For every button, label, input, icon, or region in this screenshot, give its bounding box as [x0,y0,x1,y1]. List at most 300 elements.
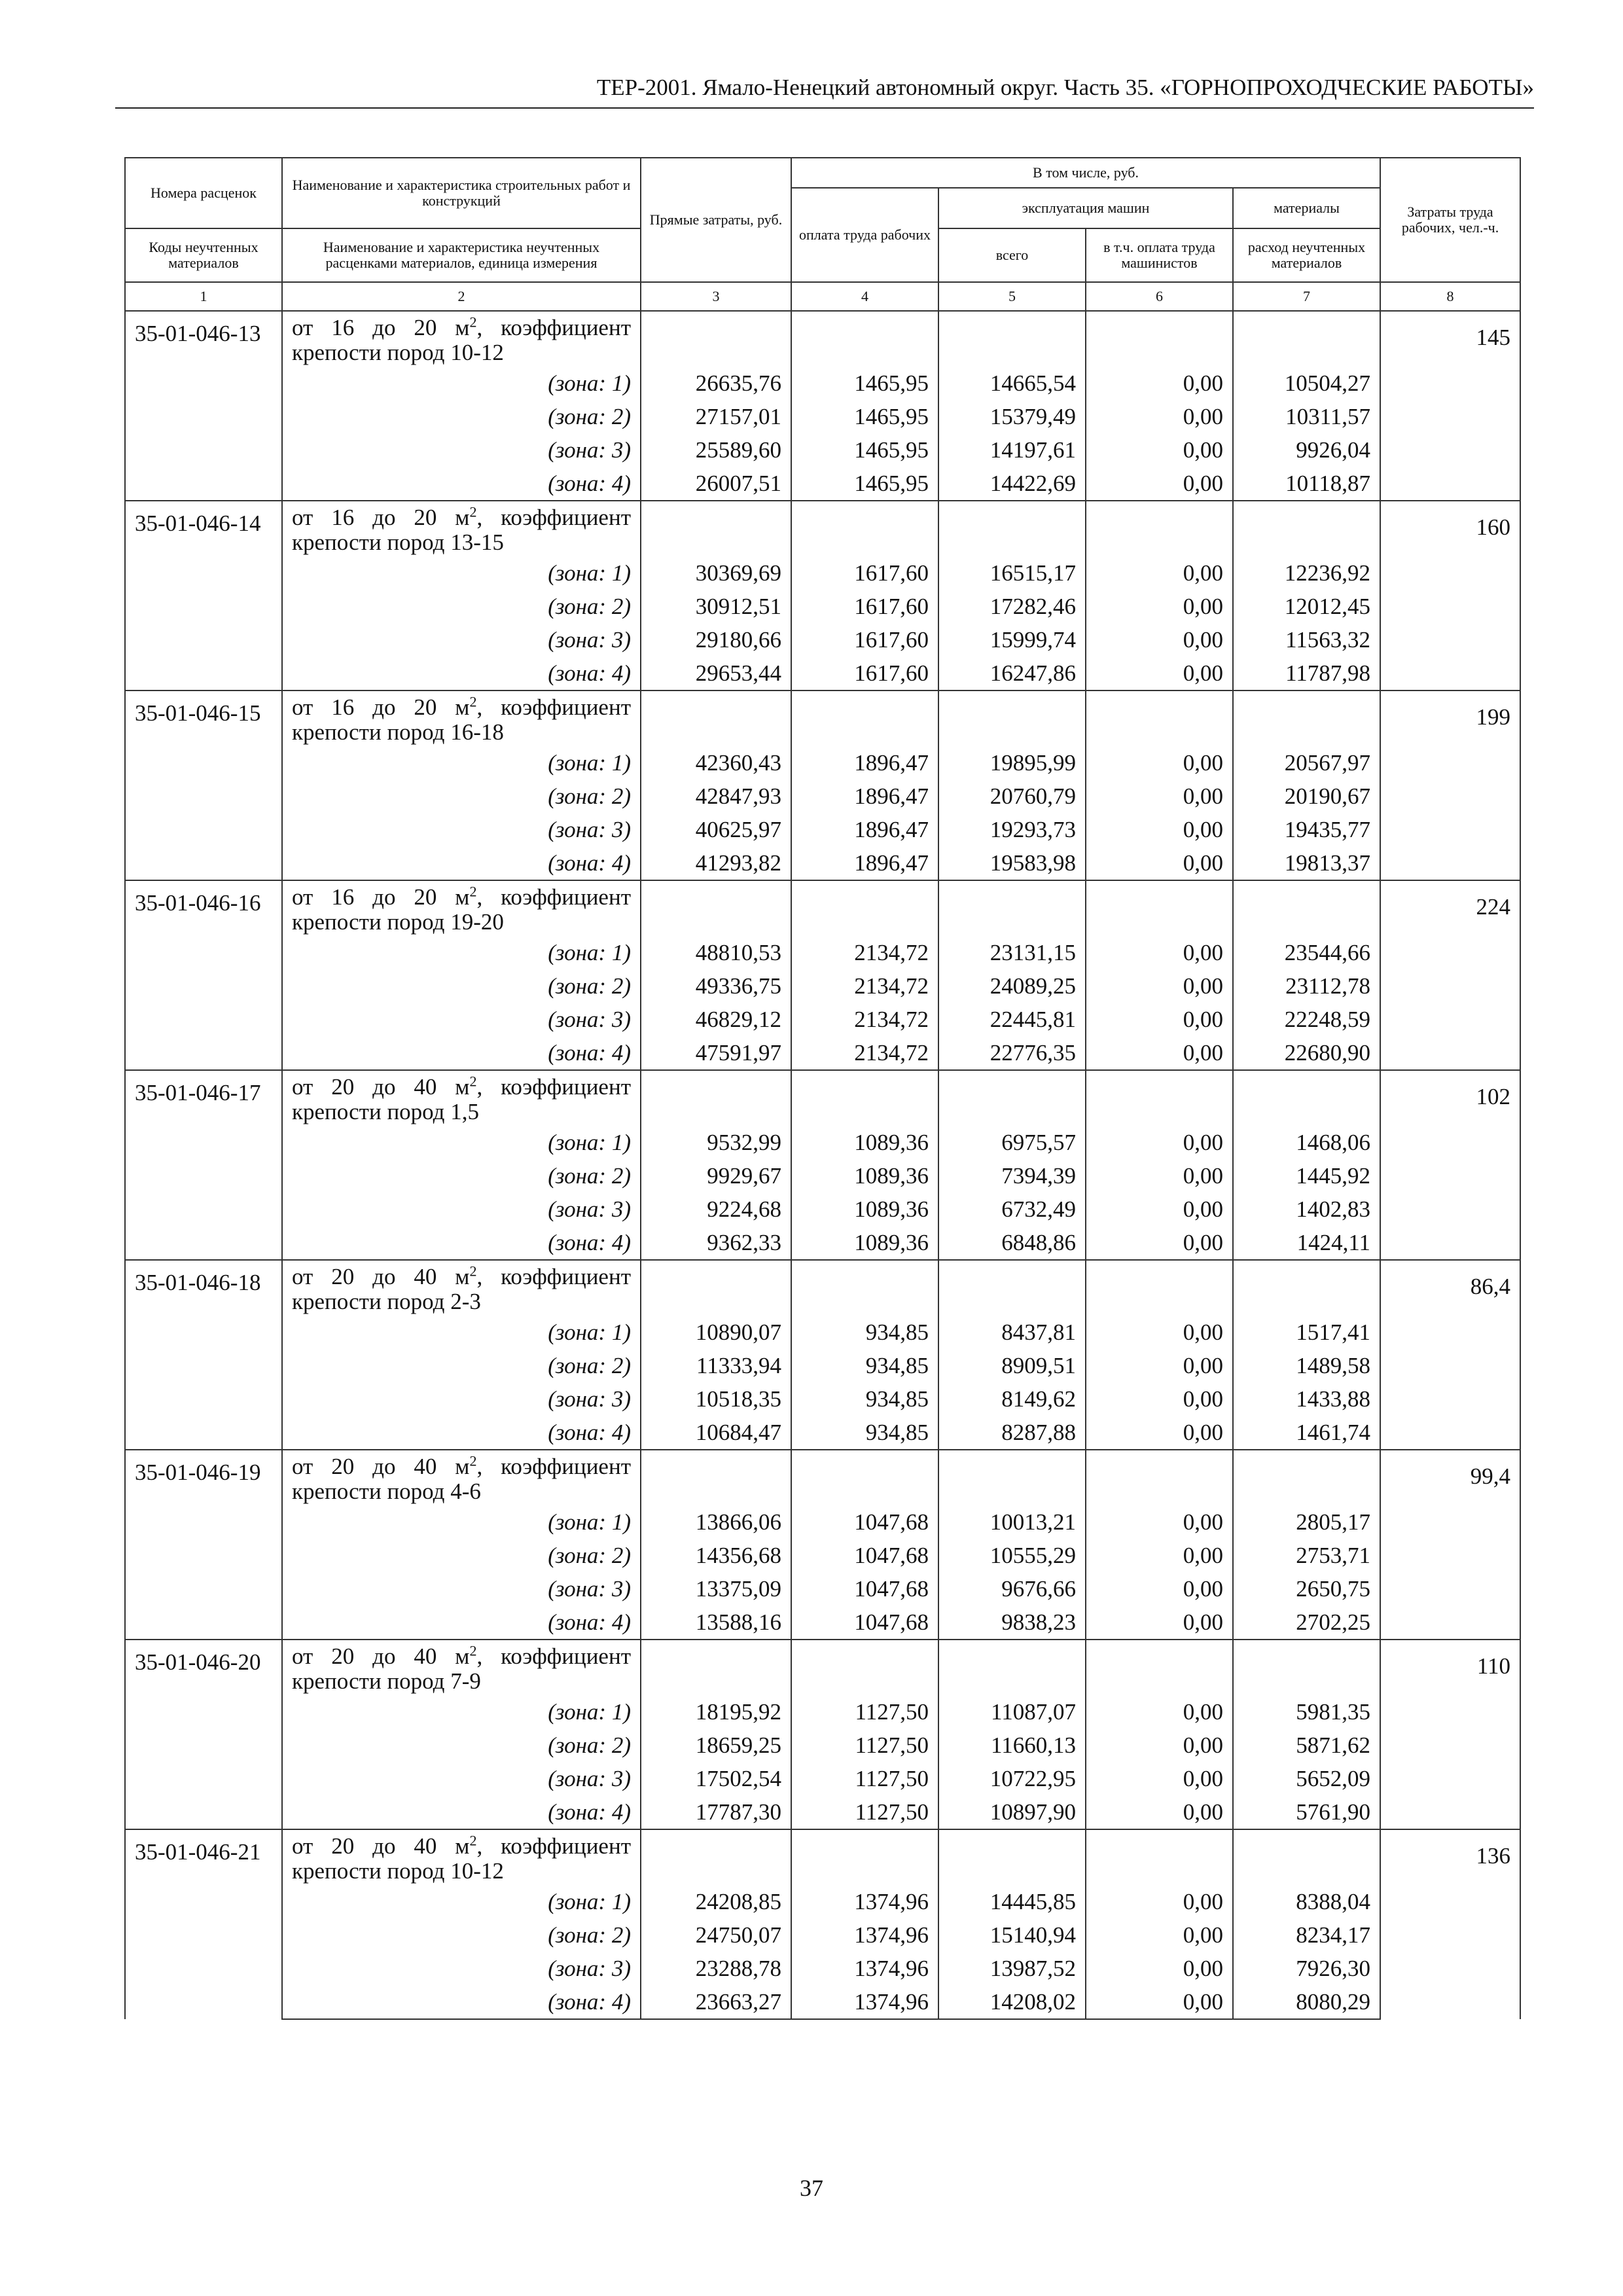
zone-label: (зона: 4) [282,467,641,501]
direct-cost: 26635,76 [641,367,791,400]
direct-cost: 17787,30 [641,1795,791,1829]
machinist-wages: 0,00 [1086,1159,1233,1193]
table-body [125,311,1520,2019]
zone-label: (зона: 1) [282,1885,641,1918]
worker-wages: 2134,72 [791,1036,938,1070]
direct-cost: 9224,68 [641,1193,791,1226]
superscript: 2 [469,883,477,900]
worker-wages: 1896,47 [791,746,938,780]
empty-cell [1233,501,1380,556]
worker-wages: 1374,96 [791,1885,938,1918]
description-text: от 16 до 20 м [292,694,470,720]
worker-wages: 1047,68 [791,1539,938,1572]
materials-cost: 19435,77 [1233,813,1380,846]
description-line-1 [292,1075,631,1100]
zone-label: (зона: 2) [282,1729,641,1762]
materials-cost: 2702,25 [1233,1605,1380,1640]
direct-cost: 30912,51 [641,590,791,623]
worker-wages: 1896,47 [791,813,938,846]
machine-cost: 11660,13 [938,1729,1086,1762]
zone-row [125,656,1520,691]
machinist-wages: 0,00 [1086,400,1233,433]
superscript: 2 [469,1642,477,1659]
machinist-wages: 0,00 [1086,1605,1233,1640]
description-text: , коэффициент [476,694,631,720]
machine-cost: 13987,52 [938,1952,1086,1985]
price-code: 35-01-046-16 [125,880,282,1070]
empty-cell [1233,880,1380,936]
machine-cost: 10897,90 [938,1795,1086,1829]
description-line-2: крепости пород 7-9 [292,1668,481,1694]
col-num: 1 [125,282,282,311]
materials-cost: 23544,66 [1233,936,1380,969]
zone-row [125,1316,1520,1349]
labor-cost: 86,4 [1380,1260,1520,1450]
work-description [282,501,641,556]
zone-label: (зона: 1) [282,1695,641,1729]
machinist-wages: 0,00 [1086,1795,1233,1829]
zone-label: (зона: 1) [282,367,641,400]
empty-cell [791,1829,938,1885]
work-description [282,1450,641,1505]
machinist-wages: 0,00 [1086,623,1233,656]
column-number-row [125,282,1520,311]
description-text: , коэффициент [476,1833,631,1859]
price-entry-row [125,1829,1520,1885]
zone-label: (зона: 4) [282,1605,641,1640]
page-number: 37 [800,2175,823,2201]
col-wages: оплата труда рабочих [791,188,938,282]
price-code: 35-01-046-13 [125,311,282,501]
direct-cost: 18659,25 [641,1729,791,1762]
machinist-wages: 0,00 [1086,1003,1233,1036]
direct-cost: 17502,54 [641,1762,791,1795]
zone-row [125,1605,1520,1640]
direct-cost: 25589,60 [641,433,791,467]
machine-cost: 6975,57 [938,1126,1086,1159]
worker-wages: 1089,36 [791,1193,938,1226]
empty-cell [938,691,1086,746]
zone-row [125,400,1520,433]
price-code: 35-01-046-18 [125,1260,282,1450]
price-entry-row [125,311,1520,367]
materials-cost: 23112,78 [1233,969,1380,1003]
machinist-wages: 0,00 [1086,746,1233,780]
machine-cost: 19583,98 [938,846,1086,880]
table-head [125,158,1520,311]
zone-label: (зона: 1) [282,1316,641,1349]
zone-row [125,1539,1520,1572]
materials-cost: 20567,97 [1233,746,1380,780]
description-text: от 16 до 20 м [292,884,470,910]
empty-cell [791,1640,938,1695]
worker-wages: 1896,47 [791,780,938,813]
machinist-wages: 0,00 [1086,1539,1233,1572]
materials-cost: 2650,75 [1233,1572,1380,1605]
description-line-2: крепости пород 19-20 [292,909,504,935]
direct-cost: 23663,27 [641,1985,791,2019]
empty-cell [938,1640,1086,1695]
direct-cost: 11333,94 [641,1349,791,1382]
worker-wages: 1047,68 [791,1572,938,1605]
machinist-wages: 0,00 [1086,1226,1233,1260]
zone-row [125,746,1520,780]
direct-cost: 13375,09 [641,1572,791,1605]
machine-cost: 8287,88 [938,1416,1086,1450]
col-machines: эксплуатация машин [938,188,1233,228]
materials-cost: 10311,57 [1233,400,1380,433]
machinist-wages: 0,00 [1086,433,1233,467]
zone-label: (зона: 1) [282,1505,641,1539]
direct-cost: 42847,93 [641,780,791,813]
zone-row [125,1193,1520,1226]
zone-row [125,1349,1520,1382]
empty-cell [641,311,791,367]
col-num: 5 [938,282,1086,311]
machinist-wages: 0,00 [1086,813,1233,846]
empty-cell [641,1450,791,1505]
machinist-wages: 0,00 [1086,367,1233,400]
machine-cost: 14197,61 [938,433,1086,467]
materials-cost: 5652,09 [1233,1762,1380,1795]
machine-cost: 19293,73 [938,813,1086,846]
direct-cost: 10518,35 [641,1382,791,1416]
description-line-2: крепости пород 4-6 [292,1479,481,1504]
zone-label: (зона: 1) [282,936,641,969]
direct-cost: 14356,68 [641,1539,791,1572]
description-line-2: крепости пород 16-18 [292,719,504,745]
col-direct: Прямые затраты, руб. [641,158,791,282]
direct-cost: 9929,67 [641,1159,791,1193]
work-description [282,311,641,367]
empty-cell [1086,1640,1233,1695]
worker-wages: 934,85 [791,1416,938,1450]
machine-cost: 14208,02 [938,1985,1086,2019]
description-line-2: крепости пород 10-12 [292,1858,504,1884]
materials-cost: 8080,29 [1233,1985,1380,2019]
labor-cost: 102 [1380,1070,1520,1260]
empty-cell [1086,1260,1233,1316]
zone-row [125,1918,1520,1952]
machine-cost: 9676,66 [938,1572,1086,1605]
machinist-wages: 0,00 [1086,1505,1233,1539]
empty-cell [791,1260,938,1316]
labor-cost: 99,4 [1380,1450,1520,1640]
machinist-wages: 0,00 [1086,590,1233,623]
direct-cost: 24750,07 [641,1918,791,1952]
price-entry-row [125,691,1520,746]
machinist-wages: 0,00 [1086,1036,1233,1070]
zone-row [125,1885,1520,1918]
worker-wages: 1127,50 [791,1795,938,1829]
zone-label: (зона: 3) [282,1382,641,1416]
zone-row [125,1416,1520,1450]
worker-wages: 1089,36 [791,1126,938,1159]
empty-cell [1086,691,1233,746]
machinist-wages: 0,00 [1086,846,1233,880]
description-line-1 [292,315,631,340]
machine-cost: 14445,85 [938,1885,1086,1918]
materials-cost: 1489,58 [1233,1349,1380,1382]
zone-label: (зона: 1) [282,746,641,780]
description-line-1 [292,1454,631,1479]
col-num: 3 [641,282,791,311]
materials-cost: 8388,04 [1233,1885,1380,1918]
description-text: , коэффициент [476,505,631,530]
machinist-wages: 0,00 [1086,467,1233,501]
zone-label: (зона: 4) [282,1795,641,1829]
materials-cost: 1517,41 [1233,1316,1380,1349]
empty-cell [1233,311,1380,367]
zone-row [125,623,1520,656]
description-line-1 [292,505,631,530]
zone-row [125,1159,1520,1193]
description-text: , коэффициент [476,884,631,910]
direct-cost: 9532,99 [641,1126,791,1159]
materials-cost: 1468,06 [1233,1126,1380,1159]
machine-cost: 9838,23 [938,1605,1086,1640]
direct-cost: 10684,47 [641,1416,791,1450]
machine-cost: 6732,49 [938,1193,1086,1226]
machine-cost: 17282,46 [938,590,1086,623]
empty-cell [641,1829,791,1885]
empty-cell [938,1070,1086,1126]
worker-wages: 1374,96 [791,1952,938,1985]
zone-row [125,936,1520,969]
direct-cost: 13588,16 [641,1605,791,1640]
worker-wages: 2134,72 [791,969,938,1003]
empty-cell [1086,1070,1233,1126]
machinist-wages: 0,00 [1086,1193,1233,1226]
empty-cell [1233,1640,1380,1695]
worker-wages: 1896,47 [791,846,938,880]
worker-wages: 2134,72 [791,1003,938,1036]
description-text: от 20 до 40 м [292,1454,470,1479]
empty-cell [641,691,791,746]
machine-cost: 8437,81 [938,1316,1086,1349]
direct-cost: 40625,97 [641,813,791,846]
description-line-1 [292,1834,631,1859]
direct-cost: 23288,78 [641,1952,791,1985]
worker-wages: 1089,36 [791,1226,938,1260]
materials-cost: 22248,59 [1233,1003,1380,1036]
direct-cost: 49336,75 [641,969,791,1003]
materials-cost: 11563,32 [1233,623,1380,656]
col-num: 6 [1086,282,1233,311]
col-code-bottom: Коды неучтенных материалов [125,228,282,282]
description-text: от 20 до 40 м [292,1643,470,1669]
machine-cost: 19895,99 [938,746,1086,780]
machine-cost: 15379,49 [938,400,1086,433]
machine-cost: 16247,86 [938,656,1086,691]
zone-label: (зона: 2) [282,590,641,623]
labor-cost: 145 [1380,311,1520,501]
zone-row [125,1505,1520,1539]
worker-wages: 1127,50 [791,1762,938,1795]
materials-cost: 7926,30 [1233,1952,1380,1985]
price-table [124,157,1521,2020]
superscript: 2 [469,693,477,710]
worker-wages: 1047,68 [791,1605,938,1640]
empty-cell [1086,1829,1233,1885]
col-num: 4 [791,282,938,311]
zone-label: (зона: 2) [282,969,641,1003]
materials-cost: 1424,11 [1233,1226,1380,1260]
machine-cost: 20760,79 [938,780,1086,813]
empty-cell [1086,311,1233,367]
zone-label: (зона: 1) [282,1126,641,1159]
machinist-wages: 0,00 [1086,1762,1233,1795]
price-code: 35-01-046-21 [125,1829,282,2019]
price-entry-row [125,1260,1520,1316]
empty-cell [791,691,938,746]
description-line-2: крепости пород 10-12 [292,340,504,365]
zone-row [125,1382,1520,1416]
description-line-1 [292,1644,631,1669]
worker-wages: 1374,96 [791,1985,938,2019]
machinist-wages: 0,00 [1086,1885,1233,1918]
worker-wages: 1617,60 [791,623,938,656]
worker-wages: 1465,95 [791,400,938,433]
worker-wages: 1617,60 [791,590,938,623]
superscript: 2 [469,1452,477,1469]
zone-label: (зона: 2) [282,1918,641,1952]
col-incl: В том числе, руб. [791,158,1380,188]
superscript: 2 [469,503,477,520]
zone-label: (зона: 3) [282,1762,641,1795]
machine-cost: 16515,17 [938,556,1086,590]
machinist-wages: 0,00 [1086,556,1233,590]
work-description [282,1829,641,1885]
empty-cell [938,501,1086,556]
labor-cost: 136 [1380,1829,1520,2019]
direct-cost: 29653,44 [641,656,791,691]
machine-cost: 14422,69 [938,467,1086,501]
col-mach-wages: в т.ч. оплата труда машинистов [1086,228,1233,282]
machine-cost: 10013,21 [938,1505,1086,1539]
materials-cost: 1402,83 [1233,1193,1380,1226]
machine-cost: 14665,54 [938,367,1086,400]
price-entry-row [125,1450,1520,1505]
description-line-1 [292,695,631,720]
worker-wages: 934,85 [791,1382,938,1416]
price-code: 35-01-046-15 [125,691,282,880]
zone-label: (зона: 3) [282,1572,641,1605]
superscript: 2 [469,314,477,331]
machinist-wages: 0,00 [1086,1126,1233,1159]
zone-label: (зона: 2) [282,400,641,433]
direct-cost: 29180,66 [641,623,791,656]
empty-cell [1233,1260,1380,1316]
machine-cost: 8149,62 [938,1382,1086,1416]
zone-label: (зона: 4) [282,656,641,691]
materials-cost: 9926,04 [1233,433,1380,467]
zone-label: (зона: 2) [282,1539,641,1572]
zone-row [125,969,1520,1003]
materials-cost: 5761,90 [1233,1795,1380,1829]
description-text: , коэффициент [476,315,631,340]
worker-wages: 1465,95 [791,433,938,467]
worker-wages: 1127,50 [791,1729,938,1762]
description-text: , коэффициент [476,1643,631,1669]
description-text: от 20 до 40 м [292,1074,470,1100]
price-entry-row [125,1640,1520,1695]
machinist-wages: 0,00 [1086,1382,1233,1416]
empty-cell [791,501,938,556]
col-name-top: Наименование и характеристика строительных работ и конструкций [282,158,641,228]
zone-label: (зона: 4) [282,1985,641,2019]
machine-cost: 11087,07 [938,1695,1086,1729]
labor-cost: 224 [1380,880,1520,1070]
machine-cost: 15999,74 [938,623,1086,656]
direct-cost: 42360,43 [641,746,791,780]
zone-row [125,1226,1520,1260]
price-entry-row [125,1070,1520,1126]
zone-label: (зона: 3) [282,1193,641,1226]
worker-wages: 1617,60 [791,556,938,590]
materials-cost: 20190,67 [1233,780,1380,813]
price-code: 35-01-046-19 [125,1450,282,1640]
materials-cost: 1461,74 [1233,1416,1380,1450]
zone-row [125,1695,1520,1729]
direct-cost: 26007,51 [641,467,791,501]
zone-label: (зона: 2) [282,1349,641,1382]
direct-cost: 24208,85 [641,1885,791,1918]
empty-cell [938,1829,1086,1885]
direct-cost: 46829,12 [641,1003,791,1036]
description-text: от 16 до 20 м [292,505,470,530]
zone-row [125,813,1520,846]
direct-cost: 9362,33 [641,1226,791,1260]
direct-cost: 18195,92 [641,1695,791,1729]
col-num: 7 [1233,282,1380,311]
empty-cell [938,880,1086,936]
machine-cost: 23131,15 [938,936,1086,969]
zone-label: (зона: 3) [282,813,641,846]
empty-cell [938,1450,1086,1505]
worker-wages: 1089,36 [791,1159,938,1193]
machinist-wages: 0,00 [1086,1952,1233,1985]
empty-cell [641,501,791,556]
zone-row [125,1762,1520,1795]
machinist-wages: 0,00 [1086,1572,1233,1605]
zone-label: (зона: 2) [282,1159,641,1193]
machine-cost: 15140,94 [938,1918,1086,1952]
worker-wages: 934,85 [791,1316,938,1349]
superscript: 2 [469,1263,477,1280]
direct-cost: 48810,53 [641,936,791,969]
machinist-wages: 0,00 [1086,1985,1233,2019]
empty-cell [938,1260,1086,1316]
machine-cost: 10555,29 [938,1539,1086,1572]
empty-cell [1086,1450,1233,1505]
machinist-wages: 0,00 [1086,1918,1233,1952]
col-name-bottom: Наименование и характеристика неучтенных расценками материалов, единица измерения [282,228,641,282]
empty-cell [1086,880,1233,936]
zone-label: (зона: 4) [282,1416,641,1450]
empty-cell [1233,691,1380,746]
description-text: от 20 до 40 м [292,1264,470,1289]
worker-wages: 1617,60 [791,656,938,691]
machinist-wages: 0,00 [1086,1729,1233,1762]
description-text: от 20 до 40 м [292,1833,470,1859]
zone-row [125,1126,1520,1159]
worker-wages: 1465,95 [791,367,938,400]
materials-cost: 12236,92 [1233,556,1380,590]
worker-wages: 1127,50 [791,1695,938,1729]
materials-cost: 1433,88 [1233,1382,1380,1416]
zone-row [125,1985,1520,2019]
